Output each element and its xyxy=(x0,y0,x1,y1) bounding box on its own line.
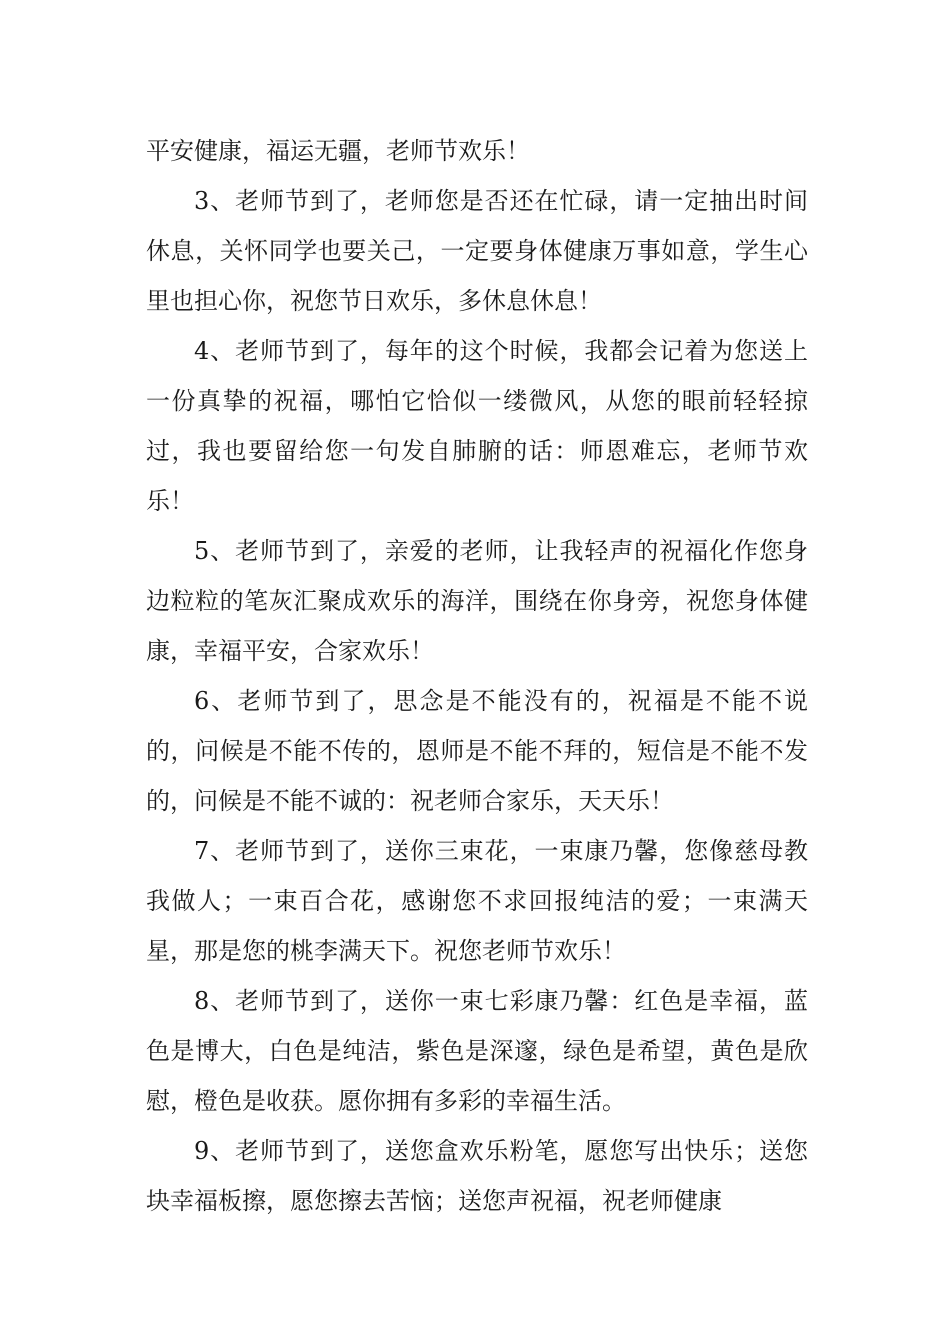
paragraph-wish-7: 7、老师节到了，送你三束花，一束康乃馨，您像慈母教我做人；一束百合花，感谢您不求回报纯洁的爱；一束满天星，那是您的桃李满天下。祝您老师节欢乐！ xyxy=(146,837,808,965)
paragraph-wish-4: 4、老师节到了，每年的这个时候，我都会记着为您送上一份真挚的祝福，哪怕它恰似一缕微风，从您的眼前轻轻掠过，我也要留给您一句发自肺腑的话：师恩难忘，老师节欢乐！ xyxy=(146,337,808,515)
paragraph-wish-6: 6、老师节到了，思念是不能没有的，祝福是不能不说的，问候是不能不传的，恩师是不能不拜的，短信是不能不发的，问候是不能不诚的：祝老师合家乐，天天乐！ xyxy=(146,687,808,815)
paragraph-wish-8: 8、老师节到了，送你一束七彩康乃馨：红色是幸福，蓝色是博大，白色是纯洁，紫色是深邃，绿色是希望，黄色是欣慰，橙色是收获。愿你拥有多彩的幸福生活。 xyxy=(146,987,808,1115)
paragraph-wish-9: 9、老师节到了，送您盒欢乐粉笔，愿您写出快乐；送您块幸福板擦，愿您擦去苦恼；送您声祝福，祝老师健康 xyxy=(146,1137,808,1215)
paragraph-wish-5: 5、老师节到了，亲爱的老师，让我轻声的祝福化作您身边粒粒的笔灰汇聚成欢乐的海洋，围绕在你身旁，祝您身体健康，幸福平安，合家欢乐！ xyxy=(146,537,808,665)
paragraph-continuation: 平安健康，福运无疆，老师节欢乐！ xyxy=(146,137,530,165)
paragraph-wish-3: 3、老师节到了，老师您是否还在忙碌，请一定抽出时间休息，关怀同学也要关己，一定要身体健康万事如意，学生心里也担心你，祝您节日欢乐，多休息休息！ xyxy=(146,187,808,315)
document-body xyxy=(146,126,808,1226)
